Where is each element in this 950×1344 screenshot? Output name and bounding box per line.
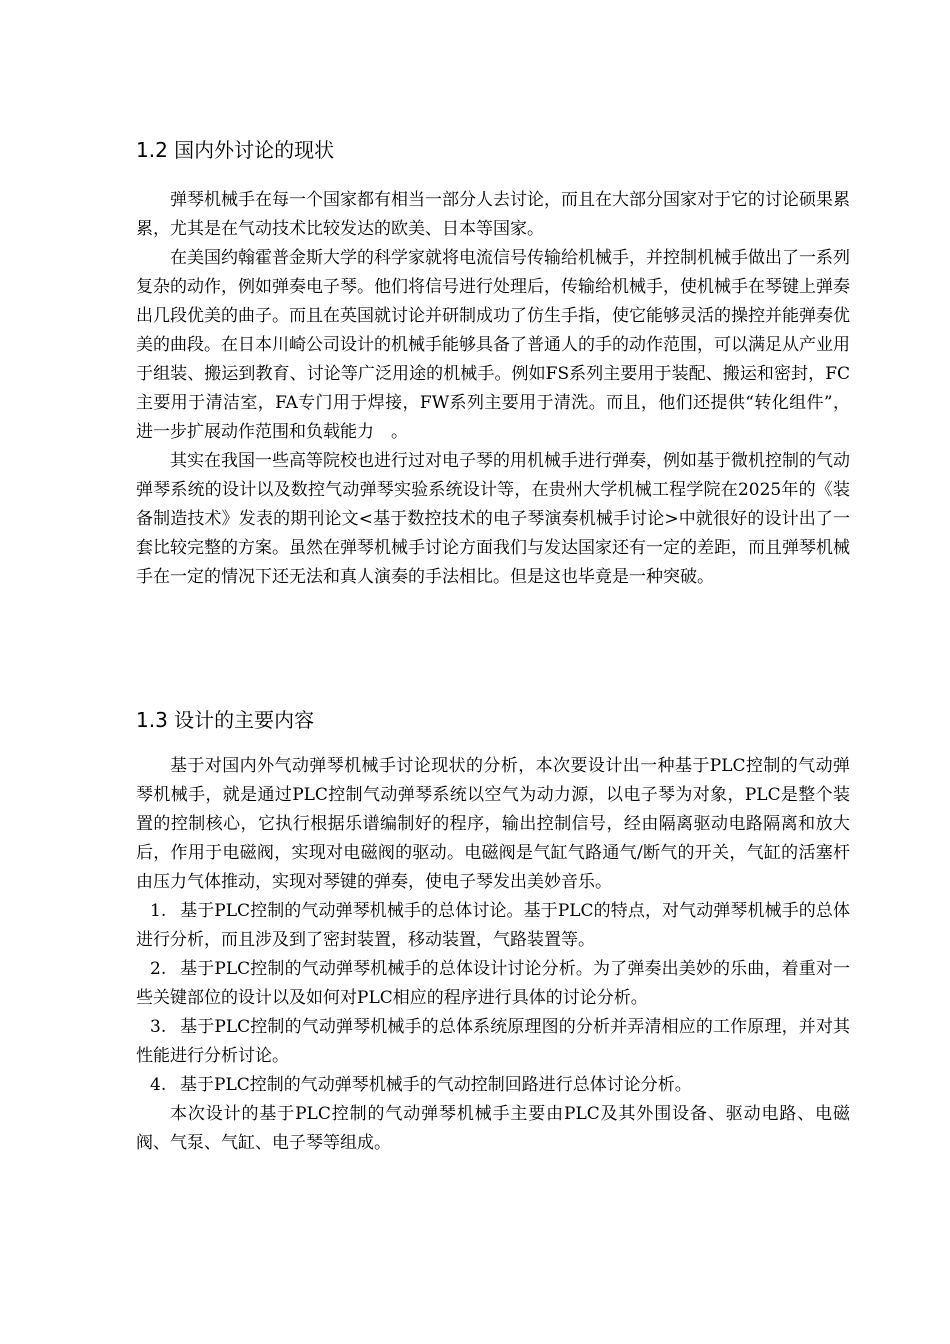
paragraph: 在美国约翰霍普金斯大学的科学家就将电流信号传输给机械手，并控制机械手做出了一系列复杂的动作，例如弹奏电子琴。他们将信号进行处理后，传输给机械手，使机械手在琴键上弹奏出几段优美的曲子。而且在英国就讨论并研制成功了仿生手指，使它能够灵活的操控并能弹奏优美的曲段。在日本川崎公司设计的机械手能够具备了普通人的手的动作范围，可以满足从产业用于组装、搬运到教育、讨论等广泛用途的机械手。例如FS系列主要用于装配、搬运和密封，FC主要用于清洁室，FA专门用于焊接，FW系列主要用于清洗。而且，他们还提供“转化组件”，进一步扩展动作范围和负载能力 。 xyxy=(136,248,850,442)
list-item-text: 基于PLC控制的气动弹琴机械手的气动控制回路进行总体讨论分析。 xyxy=(180,1075,692,1095)
list-item-text: 基于PLC控制的气动弹琴机械手的总体系统原理图的分析并弄清相应的工作原理，并对其性能进行分析讨论。 xyxy=(136,1017,850,1066)
list-item-number: 1. xyxy=(150,901,167,921)
list-item-number: 4. xyxy=(150,1075,167,1095)
list-item-text: 基于PLC控制的气动弹琴机械手的总体讨论。基于PLC的特点，对气动弹琴机械手的总体进行分析，而且涉及到了密封装置，移动装置，气路装置等。 xyxy=(136,901,850,950)
section-body-1-2 xyxy=(136,186,850,592)
list-item xyxy=(136,955,850,1013)
list-item-text: 基于PLC控制的气动弹琴机械手的总体设计讨论分析。为了弹奏出美妙的乐曲，着重对一些关键部位的设计以及如何对PLC相应的程序进行具体的讨论分析。 xyxy=(136,959,850,1008)
paragraph: 弹琴机械手在每一个国家都有相当一部分人去讨论，而且在大部分国家对于它的讨论硕果累累，尤其是在气动技术比较发达的欧美、日本等国家。 xyxy=(136,190,850,239)
list-item xyxy=(136,1013,850,1071)
paragraph: 本次设计的基于PLC控制的气动弹琴机械手主要由PLC及其外围设备、驱动电路、电磁阀、气泵、气缸、电子琴等组成。 xyxy=(136,1104,850,1153)
section-heading-1-3: 1.3 设计的主要内容 xyxy=(136,708,315,732)
list-item xyxy=(136,897,850,955)
list-item xyxy=(136,1071,850,1100)
section-heading-1-2: 1.2 国内外讨论的现状 xyxy=(136,138,335,162)
list-item-number: 3. xyxy=(150,1017,167,1037)
paragraph: 其实在我国一些高等院校也进行过对电子琴的用机械手进行弹奏，例如基于微机控制的气动弹琴系统的设计以及数控气动弹琴实验系统设计等，在贵州大学机械工程学院在2025年的《装备制造技术》发表的期刊论文<基于数控技术的电子琴演奏机械手讨论>中就很好的设计出了一套比较完整的方案。虽然在弹琴机械手讨论方面我们与发达国家还有一定的差距，而且弹琴机械手在一定的情况下还无法和真人演奏的手法相比。但是这也毕竟是一种突破。 xyxy=(136,451,850,587)
paragraph: 基于对国内外气动弹琴机械手讨论现状的分析，本次要设计出一种基于PLC控制的气动弹琴机械手，就是通过PLC控制气动弹琴系统以空气为动力源，以电子琴为对象，PLC是整个装置的控制核心，它执行根据乐谱编制好的程序，输出控制信号，经由隔离驱动电路隔离和放大后，作用于电磁阀，实现对电磁阀的驱动。电磁阀是气缸气路通气/断气的开关，气缸的活塞杆由压力气体推动，实现对琴键的弹奏，使电子琴发出美妙音乐。 xyxy=(136,756,850,892)
section-body-1-3 xyxy=(136,752,850,1158)
list-item-number: 2. xyxy=(150,959,167,979)
